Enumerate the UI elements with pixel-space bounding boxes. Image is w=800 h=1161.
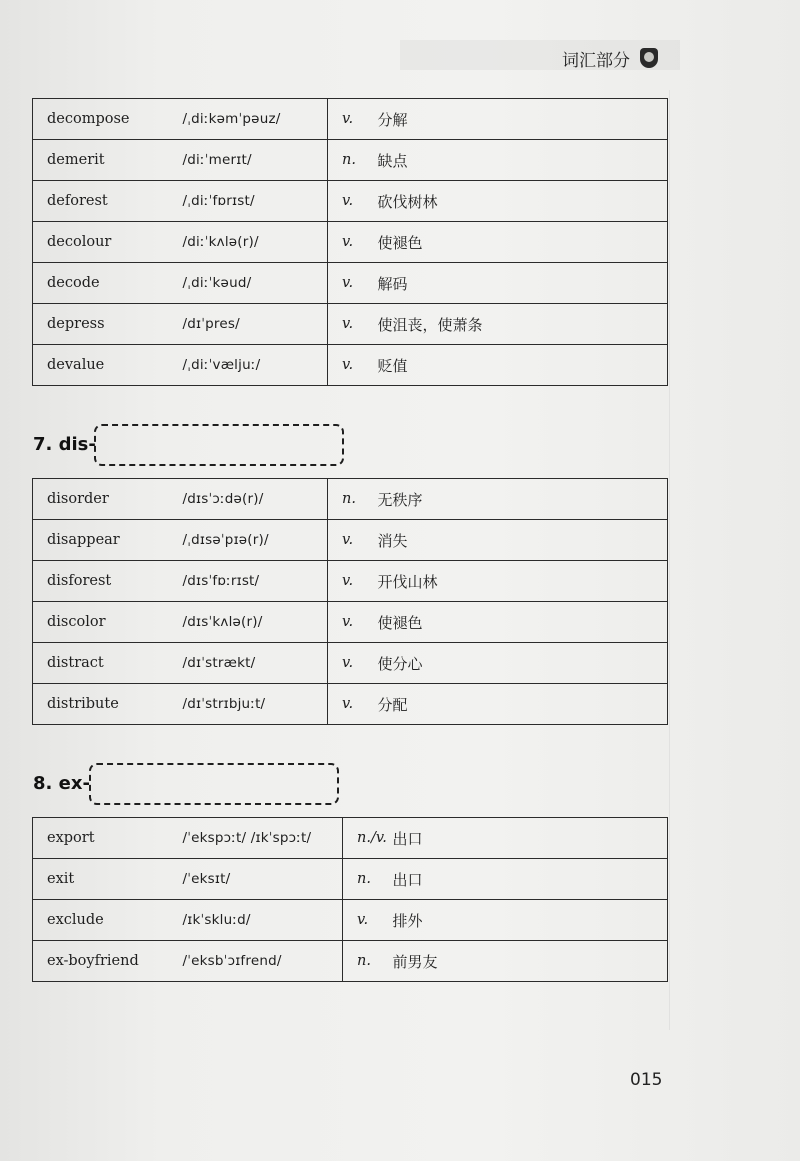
word: deforest: [33, 181, 183, 222]
phonetic: /ˌdiːˈvæljuː/: [183, 345, 328, 386]
part-of-speech: v.: [328, 602, 378, 643]
vocab-table-section-6: [32, 98, 668, 386]
header-title: 词汇部分: [562, 51, 630, 71]
table-row: [33, 140, 668, 181]
phonetic: /ˌdiːkəmˈpəuz/: [183, 99, 328, 140]
phonetic: /dɪsˈɔːdə(r)/: [183, 479, 328, 520]
word: disorder: [33, 479, 183, 520]
part-of-speech: v.: [328, 181, 378, 222]
word: devalue: [33, 345, 183, 386]
part-of-speech: n.: [343, 941, 393, 982]
part-of-speech: n./v.: [343, 818, 393, 859]
bleed-through-shadow: [400, 40, 680, 70]
phonetic: /dɪˈstrækt/: [183, 643, 328, 684]
table-row: [33, 818, 668, 859]
meaning: 消失: [378, 520, 668, 561]
phonetic: /dɪˈpres/: [183, 304, 328, 345]
meaning: 使褪色: [378, 222, 668, 263]
phonetic: /ˈekspɔːt/ /ɪkˈspɔːt/: [183, 818, 343, 859]
meaning: 分配: [378, 684, 668, 725]
part-of-speech: v.: [328, 684, 378, 725]
word: distribute: [33, 684, 183, 725]
bleed-through-column: [669, 90, 800, 1030]
fill-in-blank-box: [94, 424, 344, 466]
word: disappear: [33, 520, 183, 561]
phonetic: /dɪsˈkʌlə(r)/: [183, 602, 328, 643]
phonetic: /ˌdiːˈfɒrɪst/: [183, 181, 328, 222]
part-of-speech: n.: [328, 479, 378, 520]
part-of-speech: v.: [328, 520, 378, 561]
part-of-speech: v.: [328, 263, 378, 304]
word: export: [33, 818, 183, 859]
meaning: 砍伐树林: [378, 181, 668, 222]
table-row: [33, 643, 668, 684]
meaning: 解码: [378, 263, 668, 304]
table-row: [33, 561, 668, 602]
meaning: 无秩序: [378, 479, 668, 520]
part-of-speech: v.: [328, 643, 378, 684]
table-row: [33, 900, 668, 941]
table-row: [33, 99, 668, 140]
phonetic: /ˌdɪsəˈpɪə(r)/: [183, 520, 328, 561]
table-row: [33, 684, 668, 725]
part-of-speech: v.: [328, 345, 378, 386]
section-marker-icon: [640, 48, 658, 68]
phonetic: /dɪˈstrɪbjuːt/: [183, 684, 328, 725]
table-row: [33, 345, 668, 386]
phonetic: /ˌdiːˈkəud/: [183, 263, 328, 304]
word: exit: [33, 859, 183, 900]
table-row: [33, 941, 668, 982]
table-row: [33, 479, 668, 520]
meaning: 前男友: [393, 941, 668, 982]
meaning: 出口: [393, 818, 668, 859]
word: distract: [33, 643, 183, 684]
word: depress: [33, 304, 183, 345]
meaning: 贬值: [378, 345, 668, 386]
meaning: 缺点: [378, 140, 668, 181]
vocab-table-section-7: [32, 478, 668, 725]
section-title-dis: 7. dis-: [33, 434, 96, 455]
word: disforest: [33, 561, 183, 602]
word: decode: [33, 263, 183, 304]
meaning: 分解: [378, 99, 668, 140]
vocab-table-section-8: [32, 817, 668, 982]
phonetic: /ˈeksɪt/: [183, 859, 343, 900]
part-of-speech: v.: [343, 900, 393, 941]
table-row: [33, 222, 668, 263]
table-row: [33, 859, 668, 900]
word: decolour: [33, 222, 183, 263]
meaning: 开伐山林: [378, 561, 668, 602]
phonetic: /ɪkˈskluːd/: [183, 900, 343, 941]
table-row: [33, 520, 668, 561]
phonetic: /diːˈmerɪt/: [183, 140, 328, 181]
fill-in-blank-box: [89, 763, 339, 805]
page-number: 015: [630, 1070, 663, 1090]
meaning: 排外: [393, 900, 668, 941]
word: discolor: [33, 602, 183, 643]
meaning: 使分心: [378, 643, 668, 684]
meaning: 使褪色: [378, 602, 668, 643]
meaning: 出口: [393, 859, 668, 900]
phonetic: /dɪsˈfɒːrɪst/: [183, 561, 328, 602]
word: ex-boyfriend: [33, 941, 183, 982]
part-of-speech: n.: [343, 859, 393, 900]
part-of-speech: v.: [328, 304, 378, 345]
table-row: [33, 602, 668, 643]
table-row: [33, 181, 668, 222]
word: decompose: [33, 99, 183, 140]
section-title-ex: 8. ex-: [33, 773, 90, 794]
part-of-speech: v.: [328, 561, 378, 602]
table-row: [33, 304, 668, 345]
part-of-speech: v.: [328, 99, 378, 140]
phonetic: /diːˈkʌlə(r)/: [183, 222, 328, 263]
table-row: [33, 263, 668, 304]
part-of-speech: n.: [328, 140, 378, 181]
word: demerit: [33, 140, 183, 181]
phonetic: /ˈeksbˈɔɪfrend/: [183, 941, 343, 982]
word: exclude: [33, 900, 183, 941]
part-of-speech: v.: [328, 222, 378, 263]
meaning: 使沮丧，使萧条: [378, 304, 668, 345]
